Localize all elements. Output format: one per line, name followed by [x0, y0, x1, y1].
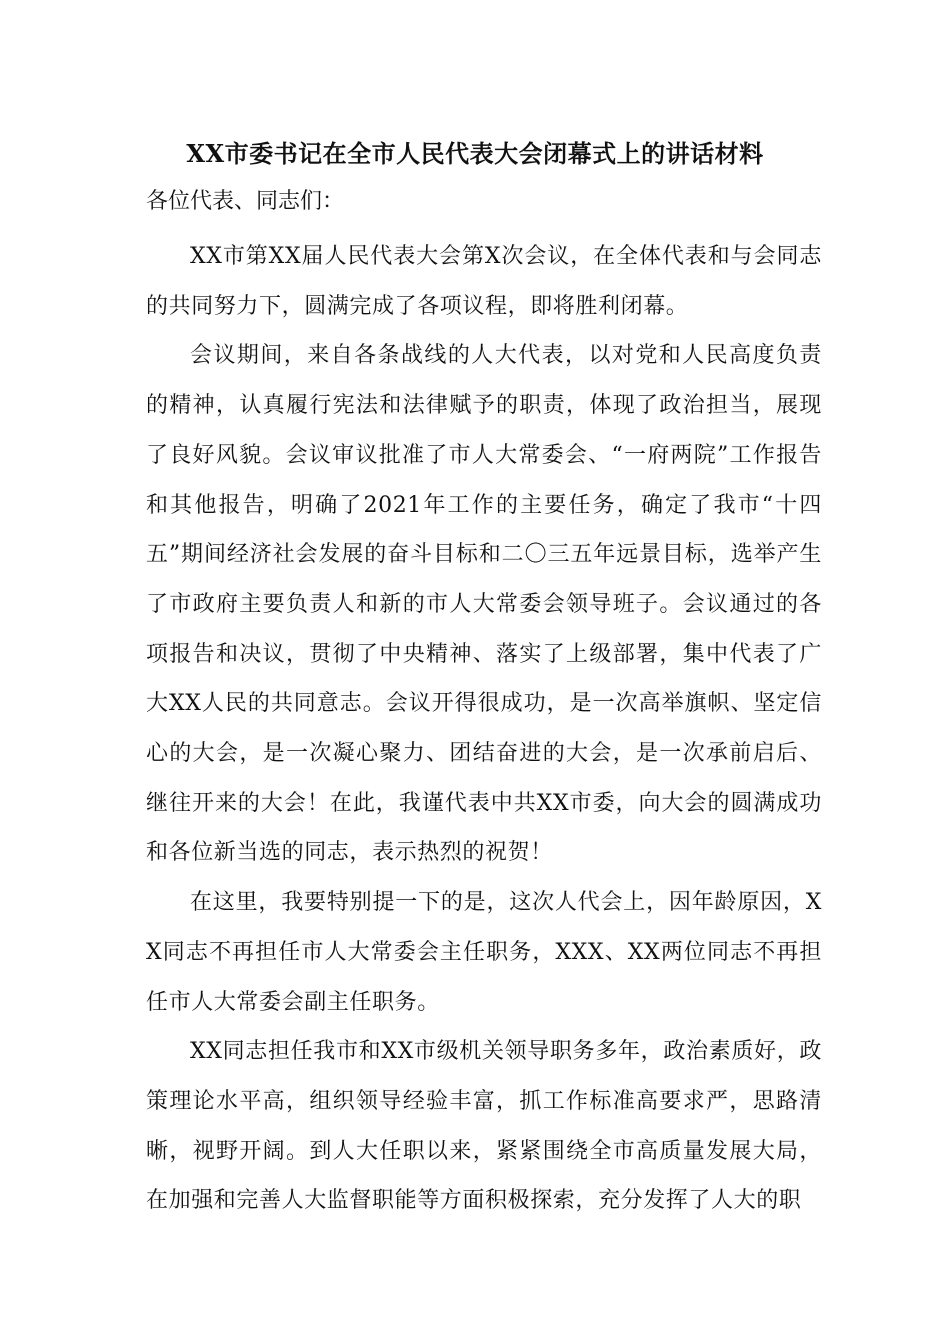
- paragraph-4: XX同志担任我市和XX市级机关领导职务多年，政治素质好，政策理论水平高，组织领导经验丰富，抓工作标准高要求严，思路清晰，视野开阔。到人大任职以来，紧紧围绕全市高质量发展大局，在加强和完善人大监督职能等方面积极探索，充分发挥了人大的职: [146, 1039, 822, 1214]
- salutation: 各位代表、同志们：: [146, 189, 345, 214]
- document-body: [146, 232, 822, 1226]
- paragraph-3: 在这里，我要特别提一下的是，这次人代会上，因年龄原因，XX同志不再担任市人大常委会主任职务，XXX、XX两位同志不再担任市人大常委会副主任职务。: [146, 890, 822, 1015]
- paragraph-2: 会议期间，来自各条战线的人大代表，以对党和人民高度负责的精神，认真履行宪法和法律赋予的职责，体现了政治担当，展现了良好风貌。会议审议批准了市人大常委会、“一府两院”工作报告和其他报告，明确了2021年工作的主要任务，确定了我市“十四五”期间经济社会发展的奋斗目标和二〇三五年远景目标，选举产生了市政府主要负责人和新的市人大常委会领导班子。会议通过的各项报告和决议，贯彻了中央精神、落实了上级部署，集中代表了广大XX人民的共同意志。会议开得很成功，是一次高举旗帜、坚定信心的大会，是一次凝心聚力、团结奋进的大会，是一次承前启后、继往开来的大会！在此，我谨代表中共XX市委，向大会的圆满成功和各位新当选的同志，表示热烈的祝贺！: [146, 343, 822, 866]
- document-title: XX市委书记在全市人民代表大会闭幕式上的讲话材料: [186, 139, 764, 168]
- paragraph-1: XX市第XX届人民代表大会第X次会议，在全体代表和与会同志的共同努力下，圆满完成了各项议程，即将胜利闭幕。: [146, 244, 822, 319]
